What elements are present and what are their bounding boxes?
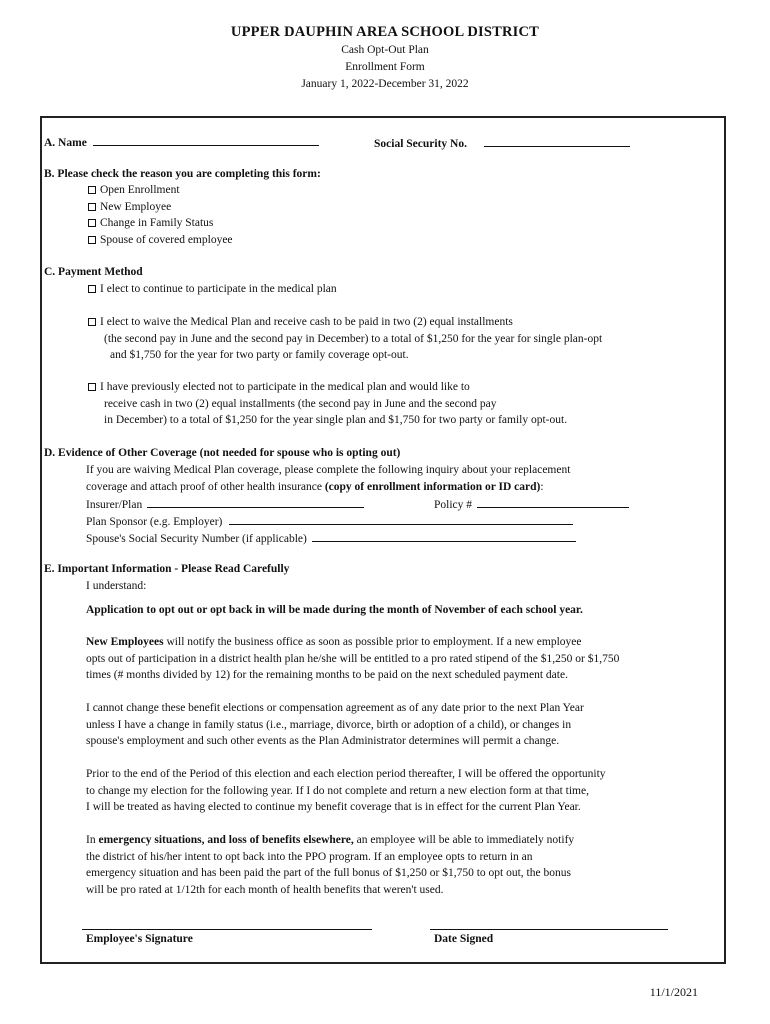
emergency-paragraph: will be pro rated at 1/12th for each month of health benefits that weren't used.: [86, 884, 444, 896]
plan-year-paragraph: Prior to the end of the Period of this election and each election period thereafter, I will be offered the opportunity: [86, 768, 606, 780]
plan-name: Cash Opt-Out Plan: [341, 44, 429, 56]
election-change-paragraph: unless I have a change in family status (i.e., marriage, divorce, birth or adoption of a child), or changes in: [86, 719, 572, 731]
payment-option-previously-text: in December) to a total of $1,250 for the year single plan and $1,750 for two party or family opt-out.: [104, 414, 568, 426]
section-d-heading: D. Evidence of Other Coverage (not needed for spouse who is opting out): [44, 447, 401, 459]
checkbox-icon[interactable]: [88, 383, 96, 391]
spouse-ssn-label: Spouse's Social Security Number (if applicable): [86, 533, 307, 545]
sponsor-label: Plan Sponsor (e.g. Employer): [86, 516, 223, 528]
insurer-row: [86, 496, 364, 513]
insurer-label: Insurer/Plan: [86, 499, 143, 511]
section-a-name: [44, 134, 319, 151]
revision-date: 11/1/2021: [649, 985, 698, 999]
section-c-heading: C. Payment Method: [44, 266, 143, 278]
payment-option-continue[interactable]: I elect to continue to participate in the medical plan: [88, 282, 337, 297]
date-signed-label: Date Signed: [434, 933, 494, 945]
plan-period: January 1, 2022-December 31, 2022: [301, 78, 469, 90]
policy-row: [434, 496, 629, 513]
checkbox-icon[interactable]: [88, 318, 96, 326]
policy-label: Policy #: [434, 499, 473, 511]
plan-year-paragraph: to change my election for the following year. If I do not complete and return a new election form at that time,: [86, 785, 589, 797]
ssn-label: Social Security No.: [374, 138, 467, 150]
plan-year-paragraph: I will be treated as having elected to continue my benefit coverage that is in effect for the current Plan Year.: [86, 801, 581, 813]
election-change-paragraph: spouse's employment and such other events as the Plan Administrator determines will permit a change.: [86, 735, 560, 747]
section-e-heading: E. Important Information - Please Read Carefully: [44, 563, 290, 575]
form-name: Enrollment Form: [345, 61, 425, 73]
employee-signature-line[interactable]: [82, 929, 372, 930]
emergency-paragraph: emergency situation and has been paid the part of the full bonus of $1,250 or $1,750 to opt out, the bonus: [86, 867, 571, 879]
checkbox-icon[interactable]: [88, 219, 96, 227]
emergency-paragraph: In emergency situations, and loss of benefits elsewhere, an employee will be able to immediately notify: [86, 834, 575, 846]
document-title: UPPER DAUPHIN AREA SCHOOL DISTRICT: [230, 24, 540, 40]
payment-option-previously-text: receive cash in two (2) equal installments (the second pay in June and the second pay: [104, 398, 497, 410]
new-employees-paragraph: New Employees will notify the business office as soon as possible prior to employment. If a new employee: [86, 636, 582, 648]
section-d-instructions: coverage and attach proof of other health insurance (copy of enrollment information or ID card):: [86, 481, 544, 493]
name-field[interactable]: [93, 134, 319, 146]
sponsor-row: [86, 513, 573, 530]
i-understand: I understand:: [86, 580, 147, 592]
ssn-row: [374, 135, 630, 152]
checkbox-icon[interactable]: [88, 236, 96, 244]
insurer-field[interactable]: [147, 496, 364, 508]
checkbox-icon[interactable]: [88, 186, 96, 194]
payment-option-waive[interactable]: I elect to waive the Medical Plan and receive cash to be paid in two (2) equal installments: [88, 315, 513, 330]
section-d-instructions: If you are waiving Medical Plan coverage, please complete the following inquiry about your replacement: [86, 464, 571, 476]
option-spouse-covered[interactable]: Spouse of covered employee: [88, 233, 233, 248]
option-new-employee[interactable]: New Employee: [88, 200, 171, 215]
name-label: A. Name: [44, 137, 87, 149]
checkbox-icon[interactable]: [88, 285, 96, 293]
checkbox-icon[interactable]: [88, 203, 96, 211]
option-change-family-status[interactable]: Change in Family Status: [88, 216, 213, 231]
payment-option-waive-text: and $1,750 for the year for two party or family coverage opt-out.: [110, 349, 409, 361]
election-change-paragraph: I cannot change these benefit elections or compensation agreement as of any date prior to the next Plan Year: [86, 702, 584, 714]
employee-signature-label: Employee's Signature: [86, 933, 193, 945]
new-employees-paragraph: times (# months divided by 12) for the remaining months to be paid on the next scheduled payment date.: [86, 669, 568, 681]
emergency-paragraph: the district of his/her intent to opt back into the PPO program. If an employee opts to return in an: [86, 851, 533, 863]
payment-option-waive-text: (the second pay in June and the second pay in December) to a total of $1,250 for the year for single plan-opt: [104, 333, 603, 345]
new-employees-paragraph: opts out of participation in a district health plan he/she will be entitled to a pro rated stipend of the $1,250 or $1,750: [86, 653, 620, 665]
section-b-heading: B. Please check the reason you are completing this form:: [44, 168, 321, 180]
date-signed-line[interactable]: [430, 929, 668, 930]
policy-field[interactable]: [477, 496, 629, 508]
payment-option-previously-elected[interactable]: I have previously elected not to participate in the medical plan and would like to: [88, 380, 470, 395]
spouse-ssn-field[interactable]: [312, 530, 576, 542]
ssn-field[interactable]: [484, 135, 630, 147]
opt-timing-notice: Application to opt out or opt back in will be made during the month of November of each school year.: [86, 604, 583, 616]
option-open-enrollment[interactable]: Open Enrollment: [88, 183, 180, 198]
sponsor-field[interactable]: [229, 513, 573, 525]
spouse-ssn-row: [86, 530, 576, 547]
